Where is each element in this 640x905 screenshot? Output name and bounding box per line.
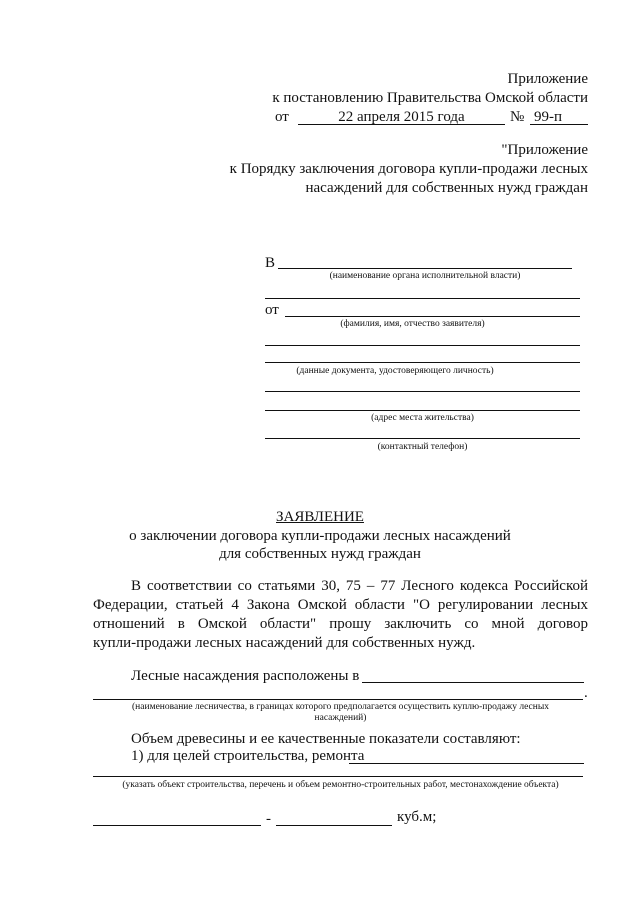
address-caption: (адрес места жительства): [371, 413, 474, 423]
body-line-2: Федерации, статьей 4 Закона Омской области "О регулировании лесных: [93, 597, 588, 613]
resolution-number: 99-п: [534, 109, 563, 125]
volume-quality-field[interactable]: [276, 825, 392, 826]
authority-name-field-2[interactable]: [265, 298, 580, 299]
authority-name-field[interactable]: [278, 268, 572, 269]
authority-name-caption: (наименование органа исполнительной власти): [329, 271, 521, 281]
document-subtitle-line-2: для собственных нужд граждан: [219, 546, 421, 562]
from-prefix: от: [265, 302, 279, 318]
item-1-caption: (указать объект строительства, перечень и объем ремонтно-строительных работ, местонахождение объекта): [122, 780, 559, 790]
appendix-line-3: насаждений для собственных нужд граждан: [305, 180, 588, 196]
volume-amount-field[interactable]: [93, 825, 261, 826]
header-appendix-label: Приложение: [507, 71, 588, 87]
forest-location-label: Лесные насаждения расположены в: [131, 668, 360, 684]
body-line-1: В соответствии со статьями 30, 75 – 77 Лесного кодекса Российской: [131, 578, 588, 594]
forest-location-period: .: [584, 685, 588, 701]
forest-location-caption-2: насаждений): [314, 713, 367, 723]
forest-location-field[interactable]: [362, 682, 584, 683]
forest-location-field-2[interactable]: [93, 699, 583, 700]
document-title: ЗАЯВЛЕНИЕ: [276, 509, 364, 525]
appendix-line-2: к Порядку заключения договора купли-продажи лесных: [229, 161, 588, 177]
header-resolution-ref: к постановлению Правительства Омской области: [272, 90, 588, 106]
phone-field[interactable]: [265, 438, 580, 439]
applicant-name-field[interactable]: [285, 316, 580, 317]
applicant-name-caption: (фамилия, имя, отчество заявителя): [340, 319, 485, 329]
address-field[interactable]: [265, 410, 580, 411]
appendix-label: "Приложение: [501, 142, 588, 158]
item-1-label: 1) для целей строительства, ремонта: [131, 748, 365, 764]
item-1-field[interactable]: [349, 763, 584, 764]
body-line-4: купли-продажи лесных насаждений для собственных нужд.: [93, 635, 476, 651]
document-subtitle-line-1: о заключении договора купли-продажи лесных насаждений: [129, 528, 511, 544]
phone-caption: (контактный телефон): [377, 442, 468, 452]
volume-label: Объем древесины и ее качественные показатели составляют:: [131, 731, 521, 747]
body-line-3: отношений в Омской области" прошу заключить со мной договор: [93, 616, 588, 632]
forest-location-caption-1: (наименование лесничества, в границах которого предполагается осуществить куплю-продажу лесных: [132, 702, 549, 712]
volume-dash: -: [266, 811, 271, 827]
resolution-date: 22 апреля 2015 года: [338, 109, 465, 125]
identity-document-field[interactable]: [265, 362, 580, 363]
volume-unit: куб.м;: [397, 809, 437, 825]
to-prefix: В: [265, 255, 276, 271]
number-sign: №: [510, 109, 525, 125]
identity-document-field-2[interactable]: [265, 391, 580, 392]
header-from-prefix: от: [275, 109, 289, 125]
applicant-name-field-2[interactable]: [265, 345, 580, 346]
identity-document-caption: (данные документа, удостоверяющего личность): [296, 366, 494, 376]
item-1-field-2[interactable]: [93, 776, 583, 777]
